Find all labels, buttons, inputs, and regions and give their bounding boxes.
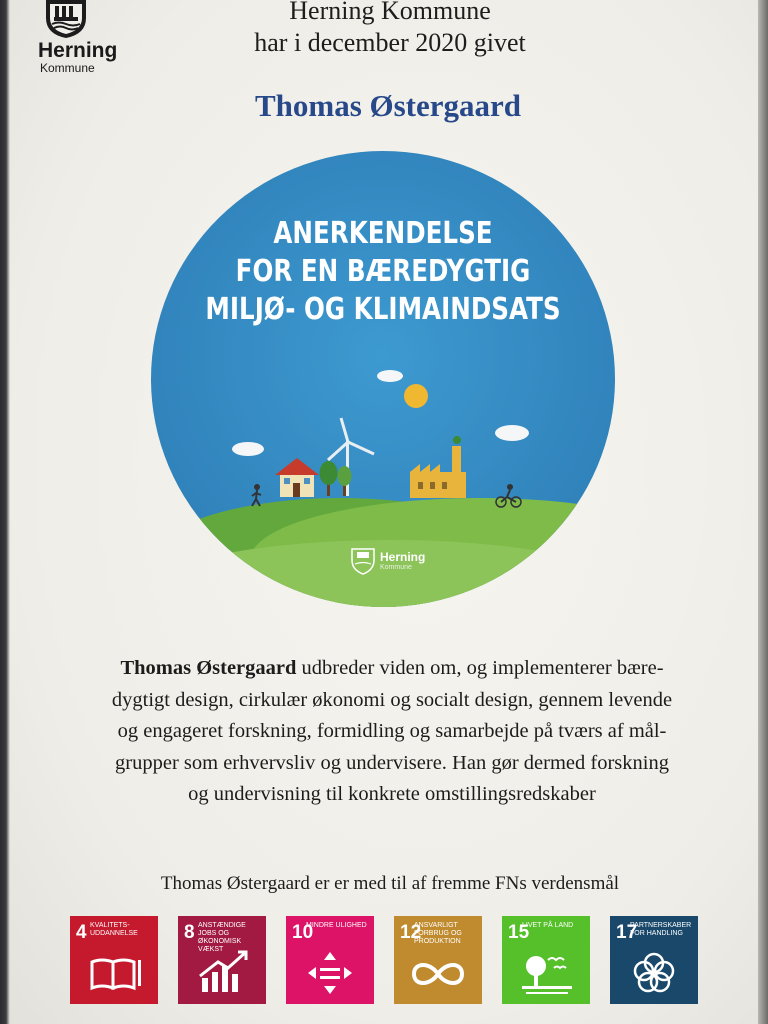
- sdg-label: ANSTÆNDIGE JOBS OG ØKONOMISK VÆKST: [198, 922, 246, 953]
- cloud-icon: [495, 425, 529, 441]
- logo-name: Herning: [38, 39, 118, 62]
- citation-line-5: og undervisning til konkrete omstillingsredskaber: [188, 783, 596, 805]
- badge-title-line-1: ANERKENDELSE: [273, 216, 493, 251]
- badge-logo: [350, 546, 440, 576]
- award-badge: [150, 150, 616, 608]
- sdg-label: PARTNERSKABER FOR HANDLING: [630, 922, 692, 937]
- tree-birds-icon: [502, 916, 590, 1004]
- equality-arrows-icon: [286, 916, 374, 1004]
- heading-line-1: Herning Kommune: [289, 0, 491, 25]
- citation-line-1: udbreder viden om, og implementerer bære-: [296, 657, 664, 679]
- growth-chart-icon: [178, 916, 266, 1004]
- sdg-goals-row: [70, 916, 690, 1006]
- book-icon: [70, 916, 158, 1004]
- sdg-tile-12: [394, 916, 482, 1004]
- sdg-number: 17: [616, 922, 638, 943]
- sdg-number: 4: [76, 922, 87, 943]
- logo-sub: Kommune: [40, 61, 95, 75]
- recipient-name: Thomas Østergaard: [254, 88, 522, 123]
- badge-title-line-3: MILJØ- OG KLIMAINDSATS: [205, 292, 561, 327]
- sdg-label: LIVET PÅ LAND: [522, 922, 574, 929]
- cloud-icon: [232, 442, 264, 456]
- sdg-number: 8: [184, 922, 195, 943]
- citation-line-4: grupper som erhvervsliv og undervisere. Han gør dermed forskning: [115, 751, 669, 774]
- heading-line-2: har i december 2020 givet: [254, 28, 526, 57]
- badge-logo-sub: Kommune: [380, 564, 412, 571]
- cloud-icon: [377, 370, 403, 382]
- sdg-tile-8: [178, 916, 266, 1004]
- sdg-label: KVALITETS-UDDANNELSE: [90, 922, 138, 937]
- sdg-number: 12: [400, 922, 422, 943]
- citation-line: [62, 653, 722, 685]
- citation-line-3: og engageret forskning, formidling og samarbejde på tværs af mål-: [117, 720, 667, 742]
- sdg-intro: Thomas Østergaard er er med til af fremme FNs verdensmål: [160, 873, 620, 894]
- citation-text: [62, 653, 722, 811]
- sdg-tile-10: [286, 916, 374, 1004]
- frame-edge: [758, 0, 768, 1024]
- sun-icon: [404, 384, 428, 408]
- citation-line-2: dygtigt design, cirkulær økonomi og socialt design, gennem levende: [111, 688, 673, 711]
- sdg-number: 15: [508, 922, 530, 943]
- badge-title-line-2: FOR EN BÆREDYGTIG: [235, 254, 531, 289]
- infinity-icon: [394, 916, 482, 1004]
- herning-logo: [38, 0, 128, 80]
- rings-icon: [610, 916, 698, 1004]
- sdg-tile-15: [502, 916, 590, 1004]
- badge-logo-name: Herning: [380, 550, 426, 564]
- herning-crest-icon: [44, 0, 88, 38]
- sdg-tile-4: [70, 916, 158, 1004]
- sdg-tile-17: [610, 916, 698, 1004]
- citation-name: Thomas Østergaard: [120, 657, 297, 679]
- sdg-label: ANSVARLIGT FORBRUG OG PRODUKTION: [414, 922, 462, 945]
- sdg-label: MINDRE ULIGHED: [306, 922, 367, 929]
- sdg-number: 10: [292, 922, 314, 943]
